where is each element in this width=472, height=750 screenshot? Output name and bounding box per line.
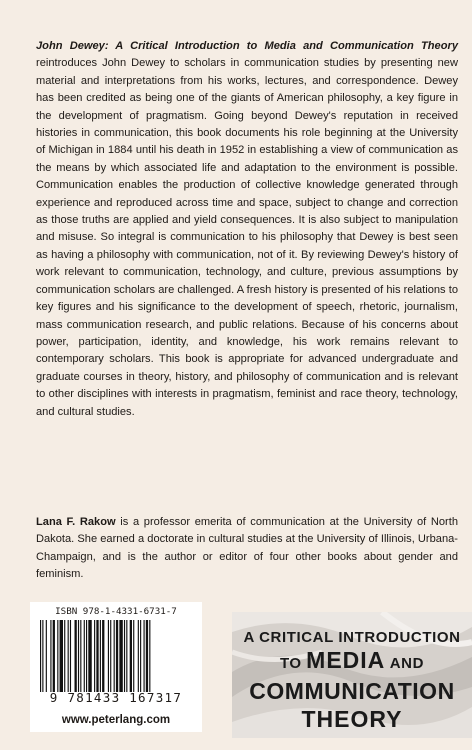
author-bio (36, 514, 458, 584)
series-badge (232, 612, 472, 738)
author-bio-text: is a professor emerita of communication at the University of North Dakota. She earned a doctorate in cultural studies at the University of Illinois, Urbana-Champaign, and is the author or editor of four other books about gender and feminism. (36, 516, 458, 581)
description-body: reintroduces John Dewey to scholars in communication studies by presenting new material and interpretations from his works, lectures, and correspondence. Dewey has been credited as being one of the giants of American philosophy, a key figure in the development of pragmatism. Going beyond Dewey's reputation in received histories in communication, this book documents his role beginning at the University of Michigan in 1884 until his death in 1952 in establishing a view of communication as the means by which associated life and adaptation to the environment is possible. Communication enables the production of collective knowledge generated through experience and reproduced across time and space, subject to change and correction as those truths are applied and yield consequences. It is also subject to manipulation and misuse. So integral is communication to his philosophy that Dewey is best seen as having a philosophy with communication, not of it. By reviewing Dewey's history of work relevant to communication, technology, and culture, previous assumptions by communication scholars are challenged. A fresh history is presented of his relations to key figures and his significance to the development of speech, rhetoric, journalism, mass communication research, and public relations. Because of his concerns about power, participation, identity, and knowledge, his work remains relevant to contemporary scholars. This book is appropriate for advanced undergraduate and graduate courses in theory, history, and philosophy of communication and is relevant to other disciplines with interests in pragmatism, feminist and race theory, technology, and cultural studies. (36, 57, 458, 418)
series-line-1: A CRITICAL INTRODUCTION (243, 629, 461, 646)
author-name: Lana F. Rakow (36, 516, 116, 528)
series-line-2: TO MEDIA AND (279, 647, 425, 673)
book-title: John Dewey: A Critical Introduction to Media and Communication Theory (36, 40, 458, 52)
publisher-url: www.peterlang.com (61, 714, 171, 726)
series-title (232, 628, 472, 733)
ean-digits: 9 781433 167317 (49, 690, 183, 705)
barcode-bars (40, 620, 192, 692)
series-line-4: THEORY (301, 706, 403, 732)
isbn-label: ISBN 978-1-4331-6731-7 (55, 606, 177, 617)
book-description (36, 38, 458, 421)
isbn-barcode (30, 602, 202, 732)
series-line-3: COMMUNICATION (249, 678, 455, 704)
